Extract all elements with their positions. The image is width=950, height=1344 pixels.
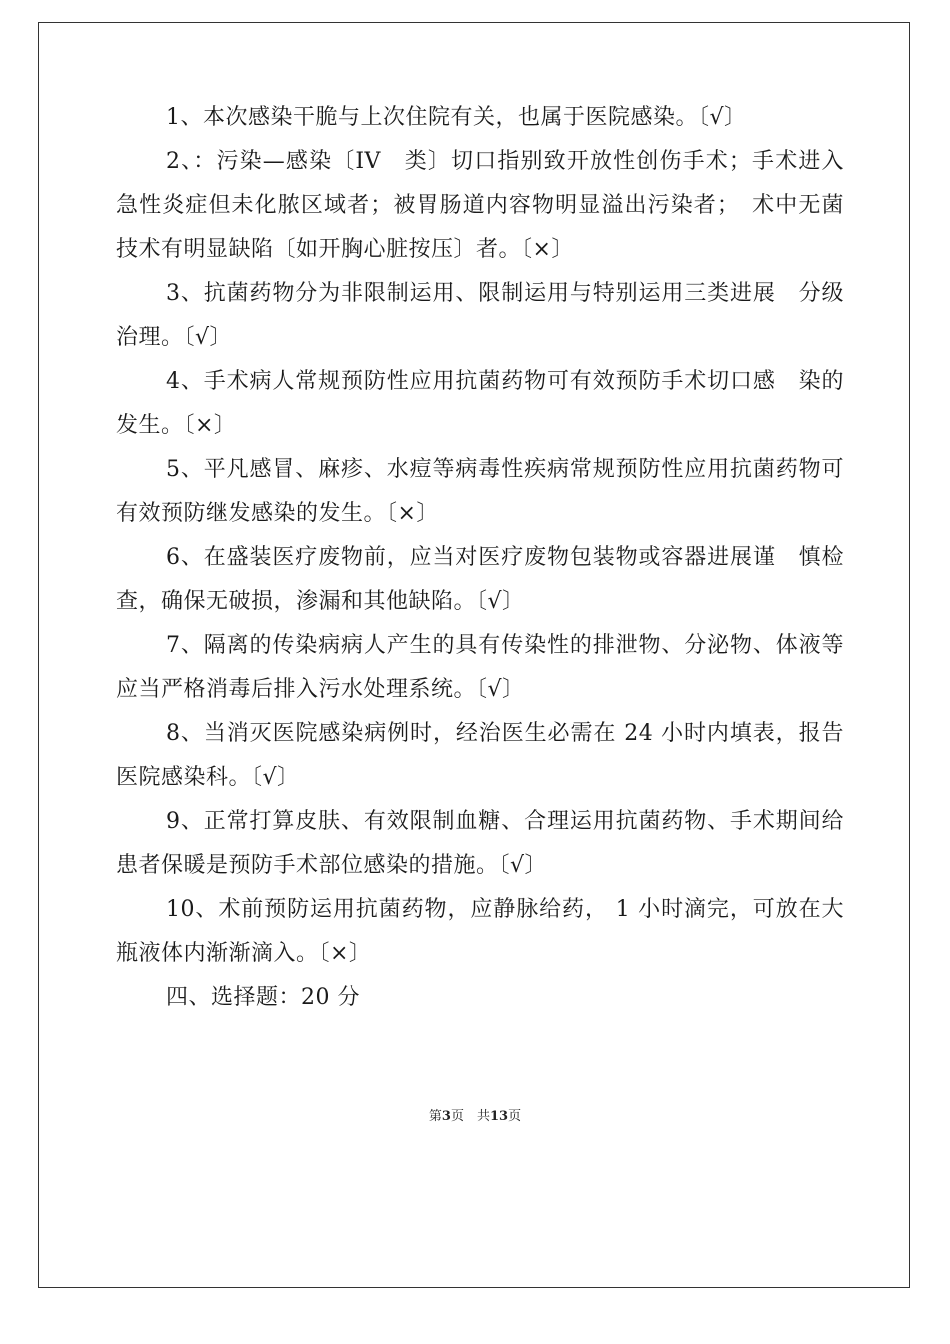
true-false-item-4: 4、手术病人常规预防性应用抗菌药物可有效预防手术切口感 染的发生。〔×〕 — [116, 369, 844, 438]
true-false-item-9: 9、正常打算皮肤、有效限制血糖、合理运用抗菌药物、手术期间给患者保暖是预防手术部位感染的措施。〔√〕 — [116, 809, 844, 878]
footer-total-pages: 13 — [489, 1109, 509, 1124]
document-body — [116, 96, 844, 1020]
true-false-item-8: 8、当消灭医院感染病例时，经治医生必需在 24 小时内填表，报告医院感染科。〔√〕 — [116, 721, 844, 790]
page-footer — [0, 1105, 950, 1124]
true-false-item-7: 7、隔离的传染病病人产生的具有传染性的排泄物、分泌物、体液等应当严格消毒后排入污水处理系统。〔√〕 — [116, 633, 844, 702]
true-false-item-2: 2、：污染—感染〔IV 类〕切口指别致开放性创伤手术；手术进入急性炎症但未化脓区域者；被胃肠道内容物明显溢出污染者； 术中无菌技术有明显缺陷〔如开胸心脏按压〕者。〔×〕 — [116, 149, 844, 262]
section-heading: 四、选择题：20 分 — [166, 985, 360, 1010]
footer-page-number: 3 — [441, 1109, 451, 1124]
footer-middle: 页 共 — [450, 1109, 490, 1124]
footer-prefix: 第 — [428, 1109, 442, 1124]
true-false-item-10: 10、术前预防运用抗菌药物，应静脉给药， 1 小时滴完，可放在大瓶液体内渐渐滴入。〔×〕 — [116, 897, 844, 966]
footer-suffix: 页 — [508, 1109, 522, 1124]
true-false-item-6: 6、在盛装医疗废物前，应当对医疗废物包装物或容器进展谨 慎检查，确保无破损，渗漏和其他缺陷。〔√〕 — [116, 545, 844, 614]
true-false-item-5: 5、平凡感冒、麻疹、水痘等病毒性疾病常规预防性应用抗菌药物可有效预防继发感染的发生。〔×〕 — [116, 457, 844, 526]
true-false-item-3: 3、抗菌药物分为非限制运用、限制运用与特别运用三类进展 分级治理。〔√〕 — [116, 281, 844, 350]
true-false-item-1: 1、本次感染干脆与上次住院有关，也属于医院感染。〔√〕 — [166, 105, 747, 130]
